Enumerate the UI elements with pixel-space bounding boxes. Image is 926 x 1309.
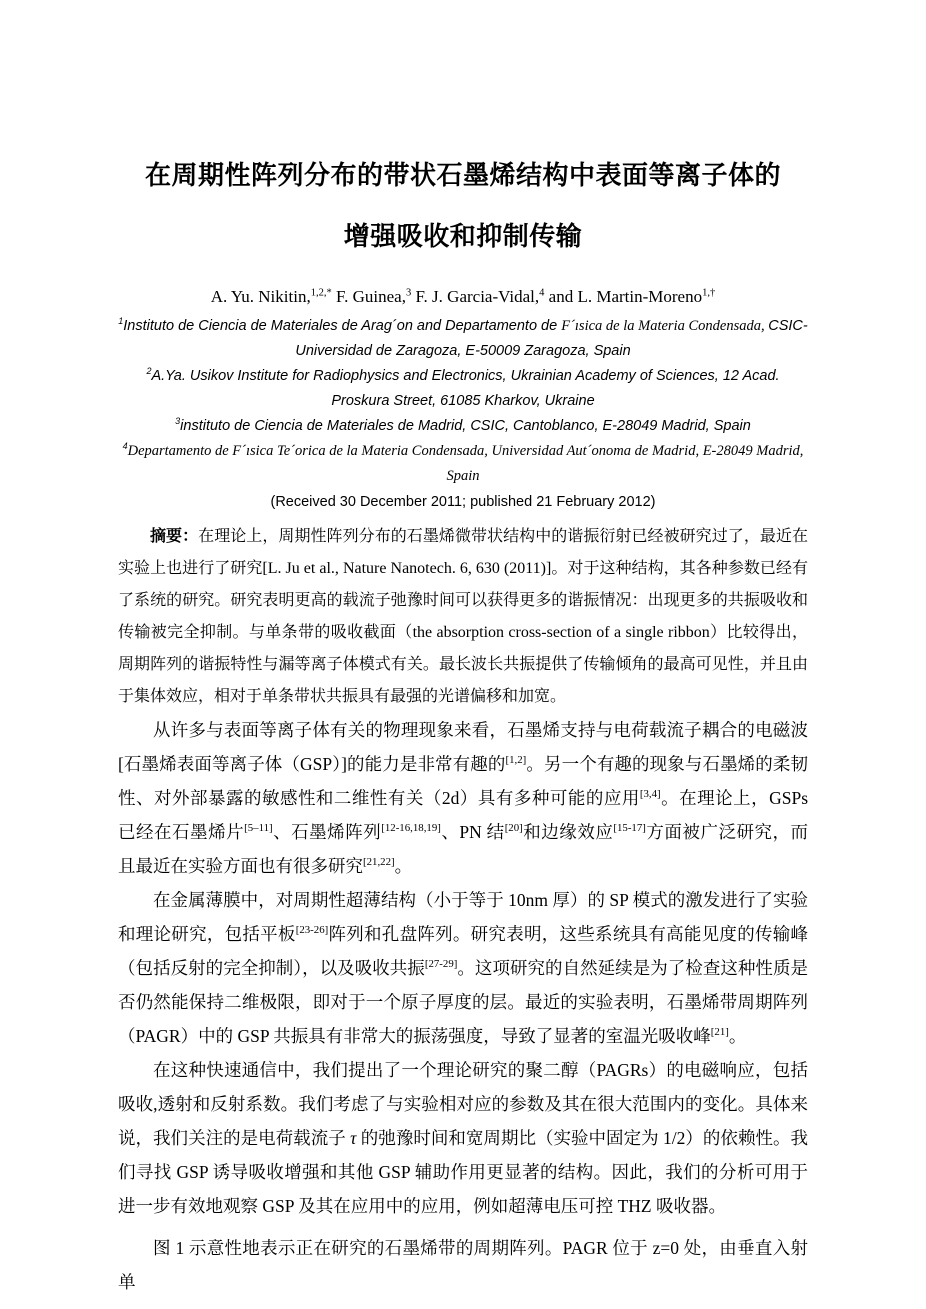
paper-title-line-2: 增强吸收和抑制传输 <box>343 222 583 251</box>
body-paragraph-3: 在这种快速通信中，我们提出了一个理论研究的聚二醇（PAGRs）的电磁响应，包括吸收,透射和反射系数。我们考虑了与实验相对应的参数及其在很大范围内的变化。具体来说，我们关注的是电荷载流子 τ 的弛豫时间和宽周期比（实验中固定为 1/2）的依赖性。我们寻找 GSP 诱导吸收增强和其他 GSP 辅助作用更显著的结构。因此，我们的分析可用于进一步有效地观察 GSP 及其在应用中的应用，例如超薄电压可控 THZ 吸收器。 <box>118 1060 808 1216</box>
paper-title-line-1: 在周期性阵列分布的带状石墨烯结构中表面等离子体的 <box>144 161 781 190</box>
affiliation-3: $^3$instituto de Ciencia de Materiales de Madrid, CSIC, Cantoblanco, E-28049 Madrid, Spain <box>175 416 751 434</box>
affiliation-2: $^2$A.Ya. Usikov Institute for Radiophysics and Electronics, Ukrainian Academy of Sciences, 12 Acad. Proskura Street, 61085 Kharkov, Ukraine <box>146 366 780 409</box>
body-paragraph-2: 在金属薄膜中，对周期性超薄结构（小于等于 10nm 厚）的 SP 模式的激发进行了实验和理论研究，包括平板[23-26]阵列和孔盘阵列。研究表明，这些系统具有高能见度的传输峰（包括反射的完全抑制），以及吸收共振[27-29]。这项研究的自然延续是为了检查这种性质是否仍然能保持二维极限，即对于一个原子厚度的层。最近的实验表明，石墨烯带周期阵列（PAGR）中的 GSP 共振具有非常大的振荡强度，导致了显著的室温光吸收峰[21]。 <box>118 890 809 1046</box>
abstract-paragraph: 摘要：在理论上，周期性阵列分布的石墨烯微带状结构中的谐振衍射已经被研究过了，最近在实验上也进行了研究[L. Ju et al., Nature Nanotech. 6, 630 (2011)]。对于这种结构，其各种参数已经有了系统的研究。研究表明更高的载流子弛豫时间可以获得更多的谐振情况：出现更多的共振吸收和传输被完全抑制。与单条带的吸收截面（the absorption cross-section of a single ribbon）比较得出，周期阵列的谐振特性与漏等离子体模式有关。最长波长共振提供了传输倾角的最高可见性，并且由于集体效应，相对于单条带状共振具有最强的光谱偏移和加宽。 <box>118 528 808 705</box>
received-published-line: (Received 30 December 2011; published 21 February 2012) <box>270 494 656 510</box>
body-paragraph-4: 图 1 示意性地表示正在研究的石墨烯带的周期阵列。PAGR 位于 z=0 处，由垂直入射单 <box>118 1238 808 1292</box>
authors-byline: A. Yu. Nikitin,$^{1,2,*}$ F. Guinea,$^3$ F. J. Garcia-Vidal,$^4$ and L. Martin-Moreno$^{1,\dagger}$ <box>210 287 716 306</box>
paper-title <box>118 145 808 267</box>
affiliations-block <box>118 314 808 489</box>
affiliation-4: $^4$Departamento de F´ısica Te´orica de la Materia Condensada, Universidad Aut´onoma de Madrid, E-28049 Madrid, Spain <box>122 441 804 484</box>
affiliation-1: $^1$Instituto de Ciencia de Materiales de Arag´on and Departamento de F´ısica de la Materia Condensada, CSIC-Universidad de Zaragoza, E-50009 Zaragoza, Spain <box>118 316 808 359</box>
body-paragraph-1: 从许多与表面等离子体有关的物理现象来看，石墨烯支持与电荷载流子耦合的电磁波[石墨烯表面等离子体（GSP）]的能力是非常有趣的[1,2]。另一个有趣的现象与石墨烯的柔韧性、对外部暴露的敏感性和二维性有关（2d）具有多种可能的应用[3,4]。在理论上，GSPs 已经在石墨烯片[5–11]、石墨烯阵列[12-16,18,19]、PN 结[20]和边缘效应[15-17]方面被广泛研究，而且最近在实验方面也有很多研究[21,22]。 <box>118 720 809 876</box>
